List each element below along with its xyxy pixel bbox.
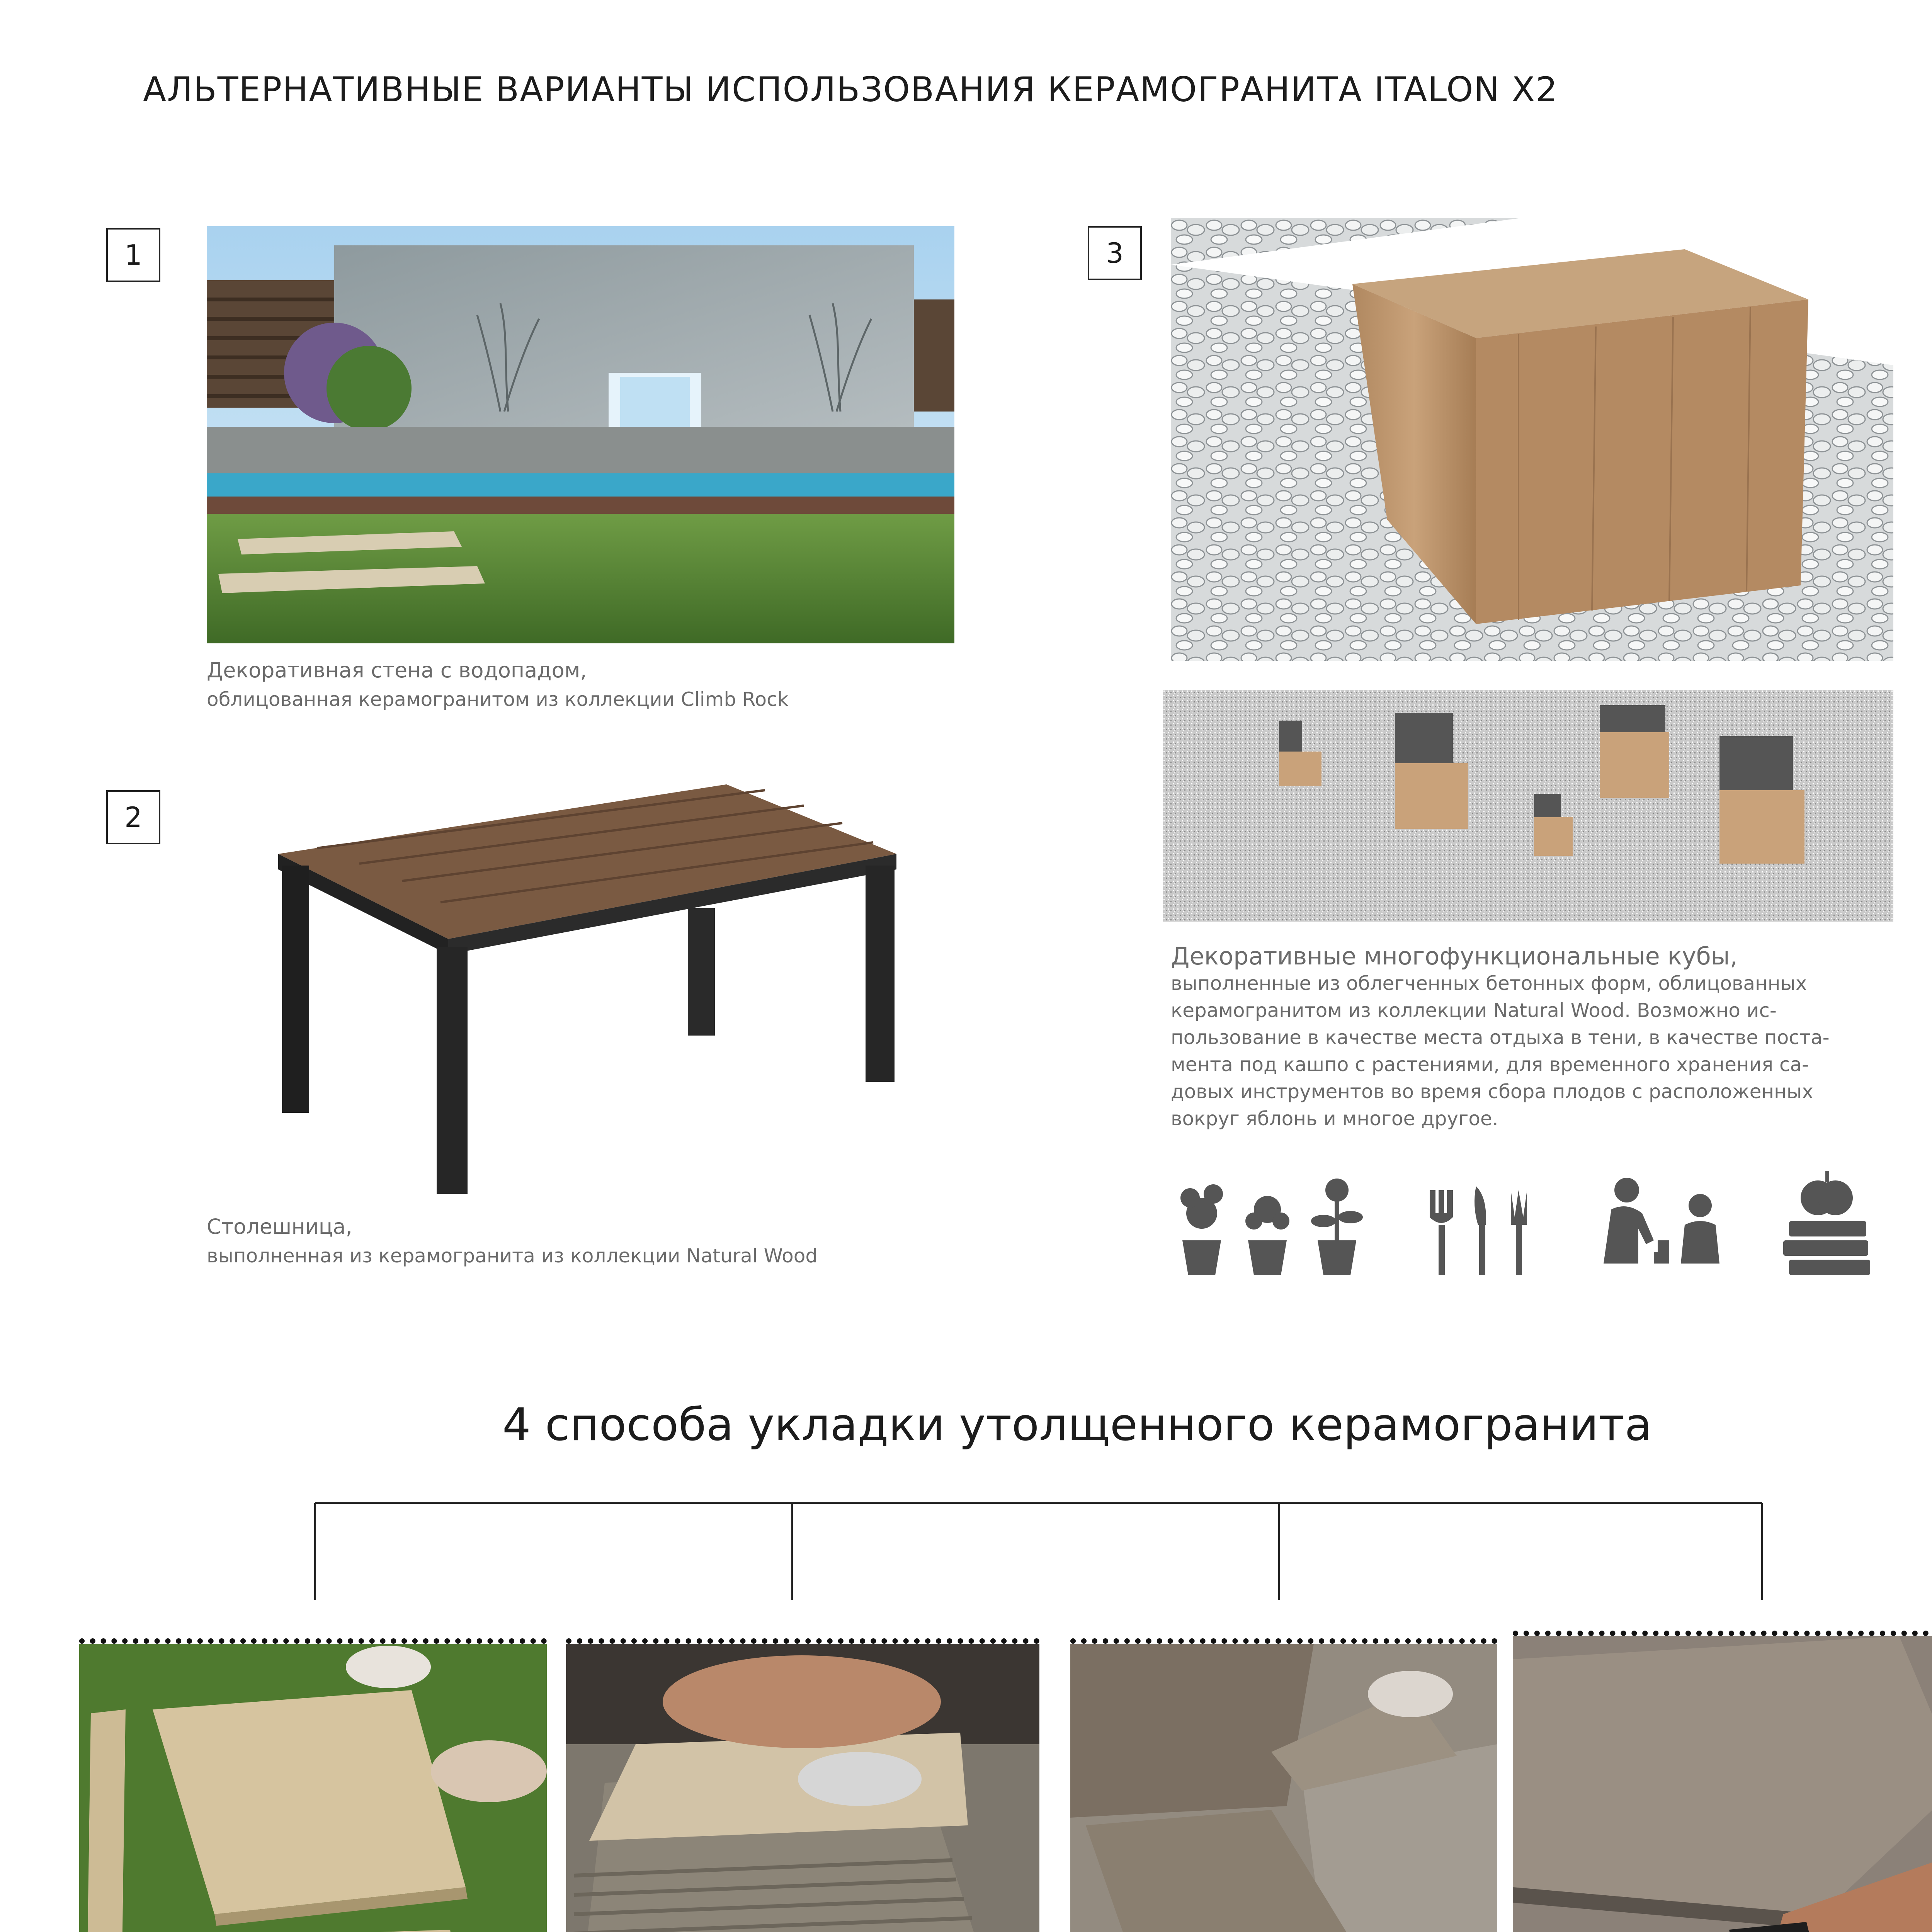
potted-plants-icon: [1175, 1175, 1368, 1279]
panel-3-caption-line: выполненные из облегченных бетонных форм, облицованных: [1171, 972, 1807, 995]
method-photo-gravel: [1070, 1638, 1497, 1932]
panel-3-caption-line: вокруг яблонь и многое другое.: [1171, 1107, 1498, 1130]
page-title: АЛЬТЕРНАТИВНЫЕ ВАРИАНТЫ ИСПОЛЬЗОВАНИЯ КЕРАМОГРАНИТА ITALON X2: [143, 70, 1558, 109]
panel-3-caption-line: довых инструментов во время сбора плодов с расположенных: [1171, 1080, 1813, 1103]
panel-3-caption: [1171, 943, 1928, 1132]
panel-1-caption-lead: Декоративная стена с водопадом,: [207, 658, 587, 682]
method-photo-grass: [79, 1638, 547, 1932]
tabletop-image: [270, 784, 927, 1194]
method-photo-screed: [566, 1638, 1039, 1932]
panel-3-caption-line: мента под кашпо с растениями, для временного хранения са-: [1171, 1053, 1809, 1076]
panel-3-caption-line: керамогранитом из коллекции Natural Wood. Возможно ис-: [1171, 999, 1777, 1022]
garden-tools-icon: [1422, 1182, 1546, 1279]
panel-1-caption-detail: облицованная керамогранитом из коллекции Climb Rock: [207, 688, 789, 711]
panel-2-caption-lead: Столешница,: [207, 1214, 352, 1239]
method-photo-supports: [1513, 1631, 1932, 1932]
methods-bracket: [0, 1499, 1932, 1604]
cube-gravel-image: [1171, 218, 1893, 661]
panel-number-2: 2: [106, 790, 160, 844]
panel-2-caption-detail: выполненная из керамогранита из коллекции Natural Wood: [207, 1245, 818, 1267]
children-playing-icon: [1596, 1175, 1731, 1279]
panel-number-3: 3: [1088, 226, 1142, 280]
waterfall-wall-image: [207, 226, 954, 643]
cubes-plan-image: [1163, 690, 1893, 922]
panel-3-caption-lead: Декоративные многофункциональные кубы,: [1171, 942, 1738, 970]
panel-number-1: 1: [106, 228, 160, 282]
apple-books-icon: [1777, 1167, 1878, 1279]
panel-3-caption-line: пользование в качестве места отдыха в тени, в качестве поста-: [1171, 1026, 1830, 1049]
methods-heading: 4 способа укладки утолщенного керамогранита: [502, 1399, 1652, 1451]
